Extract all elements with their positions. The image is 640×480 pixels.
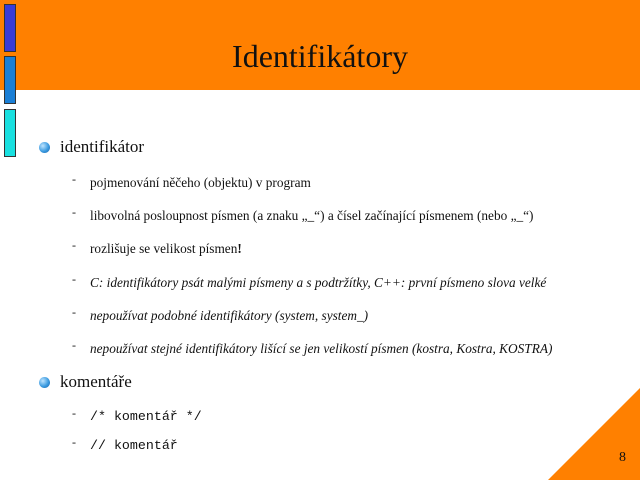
dash-icon: - [72, 305, 76, 319]
subitem: libovolná posloupnost písmen (a znaku „_“) a čísel začínající písmenem (nebo „_“) [90, 208, 534, 223]
corner-triangle [548, 388, 640, 480]
dash-icon: - [72, 205, 76, 219]
page-number: 8 [619, 450, 626, 465]
emphasis-mark: ! [237, 241, 242, 256]
slide-title: Identifikátory [232, 38, 408, 74]
code-subitem: /* komentář */ [90, 409, 202, 424]
bullet-icon [39, 377, 50, 388]
bullet-item-komentare: komentáře [60, 372, 132, 391]
dash-icon: - [72, 238, 76, 252]
subitem: pojmenování něčeho (objektu) v program [90, 175, 311, 190]
subitem-case-sensitive [90, 241, 242, 257]
subitem-text: rozlišuje se velikost písmen [90, 241, 238, 256]
subitem: nepoužívat podobné identifikátory (system, system_) [90, 308, 369, 323]
dash-icon: - [72, 172, 76, 186]
subitem: nepoužívat stejné identifikátory lišící se jen velikostí písmen (kostra, Kostra, KOSTRA) [90, 341, 553, 356]
subitem: C: identifikátory psát malými písmeny a s podtržítky, C++: první písmeno slova velké [90, 275, 547, 290]
dash-icon: - [72, 435, 76, 449]
accent-block-cyan [4, 109, 16, 157]
dash-icon: - [72, 406, 76, 420]
bullet-item-identifikator: identifikátor [60, 137, 145, 156]
code-subitem: // komentář [90, 438, 178, 453]
dash-icon: - [72, 272, 76, 286]
dash-icon: - [72, 338, 76, 352]
bullet-icon [39, 142, 50, 153]
